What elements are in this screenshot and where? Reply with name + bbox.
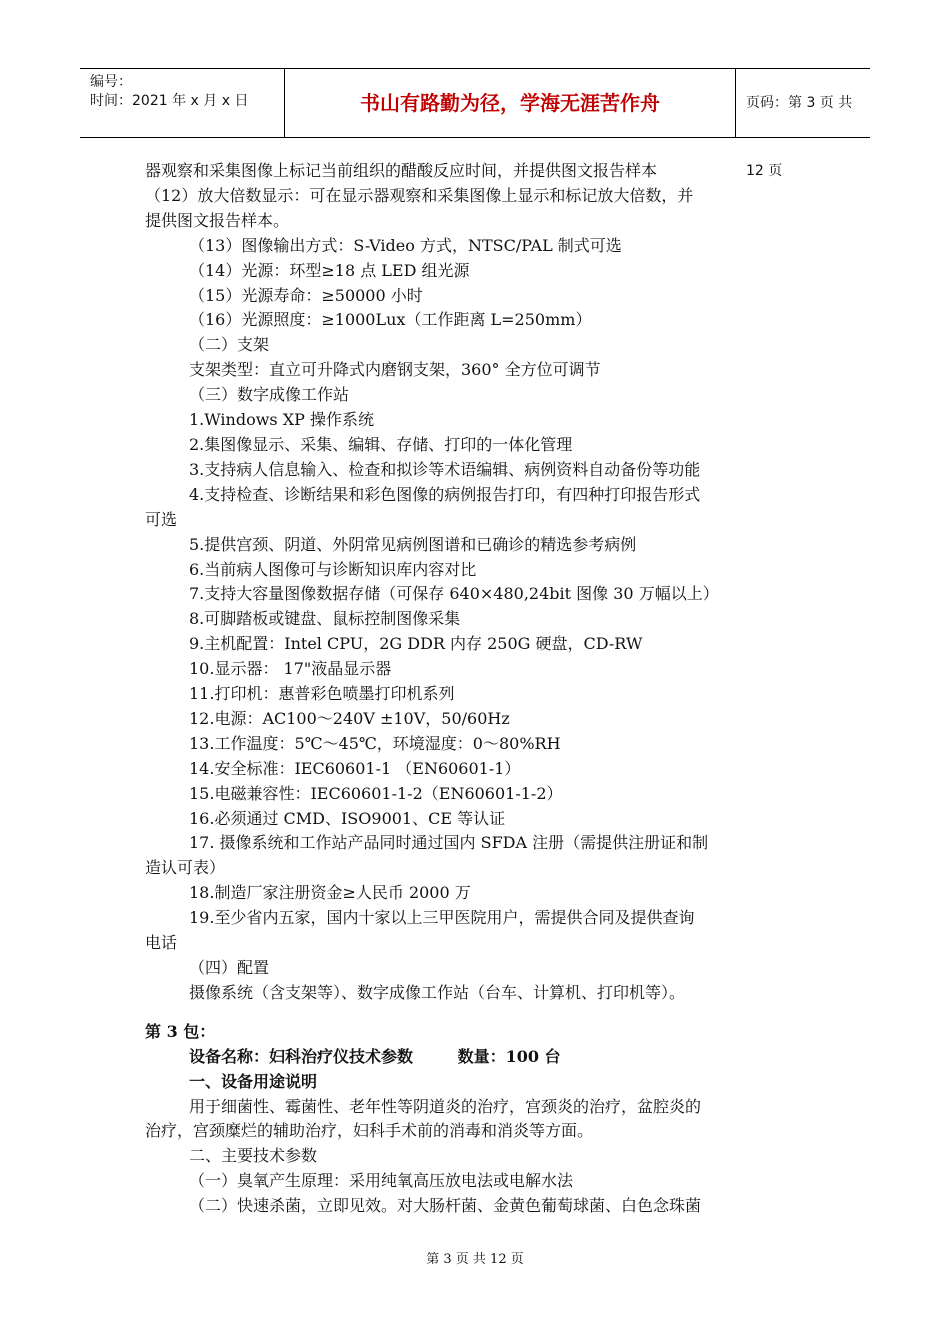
body-line: 器观察和采集图像上标记当前组织的醋酸反应时间，并提供图文报告样本	[145, 161, 658, 180]
section-heading: （四）配置	[189, 958, 270, 977]
body-line: 用于细菌性、霉菌性、老年性等阴道炎的治疗，宫颈炎的治疗，盆腔炎的	[189, 1096, 702, 1116]
body-line: 造认可表）	[145, 858, 226, 878]
document-body	[145, 159, 810, 1219]
body-line: 6.当前病人图像可与诊断知识库内容对比	[189, 559, 477, 579]
body-line: 8.可脚踏板或键盘、鼠标控制图像采集	[189, 609, 461, 629]
body-line: 17. 摄像系统和工作站产品同时通过国内 SFDA 注册（需提供注册证和制	[189, 833, 709, 853]
body-line: 16.必须通过 CMD、ISO9001、CE 等认证	[189, 808, 506, 828]
body-line: （13）图像输出方式：S-Video 方式，NTSC/PAL 制式可选	[189, 235, 622, 255]
body-line: 电话	[145, 933, 178, 953]
section-spacer	[145, 1006, 810, 1020]
body-line: 11.打印机：惠普彩色喷墨打印机系列	[189, 684, 455, 704]
body-line: （12）放大倍数显示：可在显示器观察和采集图像上显示和标记放大倍数，并	[145, 185, 694, 205]
body-line: 治疗，宫颈糜烂的辅助治疗，妇科手术前的消毒和消炎等方面。	[145, 1121, 594, 1141]
body-line: 18.制造厂家注册资金≥人民币 2000 万	[189, 883, 471, 903]
body-line: 10.显示器： 17"液晶显示器	[189, 659, 392, 679]
header-page-info: 页码：第 3 页 共 12 页	[746, 95, 853, 179]
header-meta	[80, 69, 284, 137]
equipment-title: 设备名称：妇科治疗仪技术参数 数量：100 台	[189, 1046, 561, 1066]
body-line: 摄像系统（含支架等）、数字成像工作站（台车、计算机、打印机等）。	[189, 982, 686, 1002]
body-line: 可选	[145, 509, 178, 529]
body-line: （16）光源照度：≥1000Lux（工作距离 L=250mm）	[189, 310, 592, 330]
page-footer: 第 3 页 共 12 页	[426, 1252, 524, 1267]
body-line: 19.至少省内五家，国内十家以上三甲医院用户，需提供合同及提供查询	[189, 908, 695, 928]
body-line: 1.Windows XP 操作系统	[189, 410, 374, 430]
body-line: （一）臭氧产生原理：采用纯氧高压放电法或电解水法	[189, 1171, 574, 1191]
body-line: 3.支持病人信息输入、检查和拟诊等术语编辑、病例资料自动备份等功能	[189, 459, 701, 479]
body-line: 5.提供宫颈、阴道、外阴常见病例图谱和已确诊的精选参考病例	[189, 534, 637, 554]
header-motto: 书山有路勤为径，学海无涯苦作舟	[284, 69, 736, 137]
body-line: 9.主机配置：Intel CPU，2G DDR 内存 250G 硬盘，CD-RW	[189, 634, 643, 654]
body-line: 支架类型：直立可升降式内磨钢支架，360° 全方位可调节	[189, 360, 601, 380]
body-line: 14.安全标准：IEC60601-1 （EN60601-1）	[189, 758, 521, 778]
body-line: 13.工作温度：5℃～45℃，环境湿度：0～80%RH	[189, 733, 561, 753]
body-line: 7.支持大容量图像数据存储（可保存 640×480,24bit 图像 30 万幅以上）	[189, 584, 719, 604]
body-line: （15）光源寿命：≥50000 小时	[189, 285, 423, 305]
section-heading: （二）支架	[189, 335, 270, 355]
body-line: 4.支持检查、诊断结果和彩色图像的病例报告打印，有四种打印报告形式	[189, 484, 701, 504]
body-line: 15.电磁兼容性：IEC60601-1-2（EN60601-1-2）	[189, 783, 563, 803]
body-line: 12.电源：AC100～240V ±10V，50/60Hz	[189, 708, 510, 728]
package-heading: 第 3 包：	[145, 1021, 216, 1041]
body-line: （14）光源：环型≥18 点 LED 组光源	[189, 260, 470, 280]
document-number-label: 编号：	[90, 74, 132, 90]
section-heading: 二、主要技术参数	[189, 1146, 318, 1166]
section-heading: 一、设备用途说明	[189, 1071, 318, 1091]
section-heading: （三）数字成像工作站	[189, 385, 350, 405]
body-line: （二）快速杀菌，立即见效。对大肠杆菌、金黄色葡萄球菌、白色念珠菌	[189, 1196, 702, 1216]
body-line: 2.集图像显示、采集、编辑、存储、打印的一体化管理	[189, 434, 573, 454]
body-line: 提供图文报告样本。	[145, 210, 290, 230]
document-date: 时间：2021 年 x 月 x 日	[90, 93, 249, 109]
